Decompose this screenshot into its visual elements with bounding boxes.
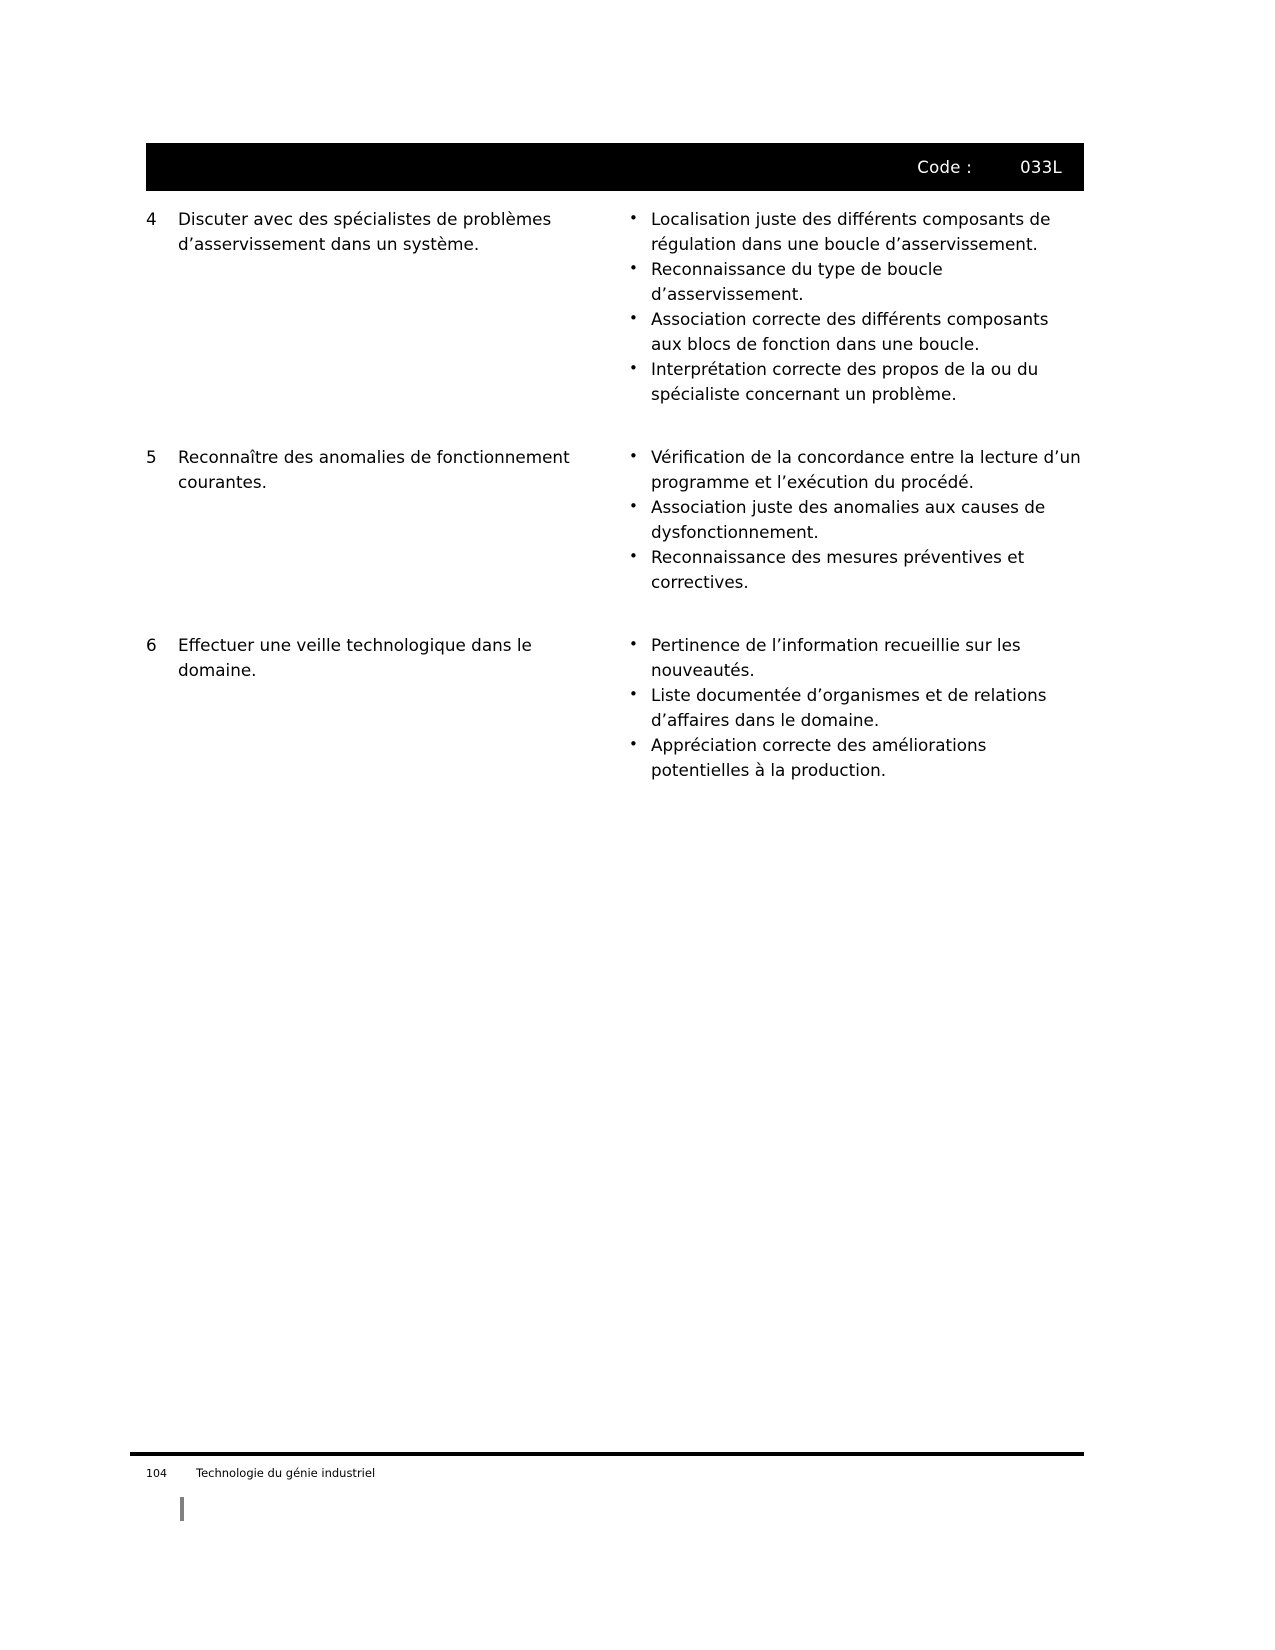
page-footer [146, 1466, 375, 1480]
footer-divider [130, 1452, 1084, 1456]
criteria-list [625, 633, 1084, 782]
header-code-value: 033L [1020, 157, 1062, 177]
list-item [625, 545, 1084, 594]
footer-document-title: Technologie du génie industriel [196, 1466, 376, 1480]
competency-cell [146, 205, 601, 256]
table-row [146, 443, 1084, 595]
criterion-text: Pertinence de l’information recueillie sur les nouveautés. [651, 635, 1021, 680]
criterion-text: Reconnaissance des mesures préventives et correctives. [651, 547, 1025, 592]
bullet-icon: • [629, 497, 638, 515]
criteria-cell [601, 631, 1084, 783]
criteria-cell [601, 205, 1084, 407]
criterion-text: Reconnaissance du type de boucle d’asservissement. [651, 259, 943, 304]
competency-cell [146, 443, 601, 494]
row-number: 4 [146, 209, 157, 229]
row-number: 5 [146, 447, 157, 467]
margin-change-mark [180, 1497, 184, 1521]
list-item [625, 633, 1084, 682]
competency-cell [146, 631, 601, 682]
bullet-icon: • [629, 447, 638, 465]
bullet-icon: • [629, 547, 638, 565]
criterion-text: Vérification de la concordance entre la lecture d’un programme et l’exécution du procédé. [651, 447, 1081, 492]
bullet-icon: • [629, 359, 638, 377]
competency-text: Discuter avec des spécialistes de problèmes d’asservissement dans un système. [178, 209, 552, 254]
row-number: 6 [146, 635, 157, 655]
criterion-text: Localisation juste des différents composants de régulation dans une boucle d’asservissement. [651, 209, 1051, 254]
criteria-list [625, 207, 1084, 406]
bullet-icon: • [629, 685, 638, 703]
list-item [625, 683, 1084, 732]
competency-table [146, 205, 1084, 819]
list-item [625, 357, 1084, 406]
bullet-icon: • [629, 735, 638, 753]
criterion-text: Interprétation correcte des propos de la ou du spécialiste concernant un problème. [651, 359, 1039, 404]
table-row [146, 631, 1084, 783]
criteria-list [625, 445, 1084, 594]
criterion-text: Appréciation correcte des améliorations potentielles à la production. [651, 735, 987, 780]
bullet-icon: • [629, 309, 638, 327]
competency-text: Reconnaître des anomalies de fonctionnement courantes. [178, 447, 570, 492]
criterion-text: Liste documentée d’organismes et de relations d’affaires dans le domaine. [651, 685, 1047, 730]
criterion-text: Association juste des anomalies aux causes de dysfonctionnement. [651, 497, 1046, 542]
criterion-text: Association correcte des différents composants aux blocs de fonction dans une boucle. [651, 309, 1049, 354]
page-header-bar [146, 143, 1084, 191]
list-item [625, 733, 1084, 782]
header-code-label: Code : [917, 157, 973, 177]
criteria-cell [601, 443, 1084, 595]
table-row [146, 205, 1084, 407]
list-item [625, 207, 1084, 256]
list-item [625, 495, 1084, 544]
bullet-icon: • [629, 209, 638, 227]
bullet-icon: • [629, 259, 638, 277]
bullet-icon: • [629, 635, 638, 653]
list-item [625, 257, 1084, 306]
list-item [625, 307, 1084, 356]
competency-text: Effectuer une veille technologique dans le domaine. [178, 635, 532, 680]
footer-page-number: 104 [146, 1467, 167, 1480]
list-item [625, 445, 1084, 494]
